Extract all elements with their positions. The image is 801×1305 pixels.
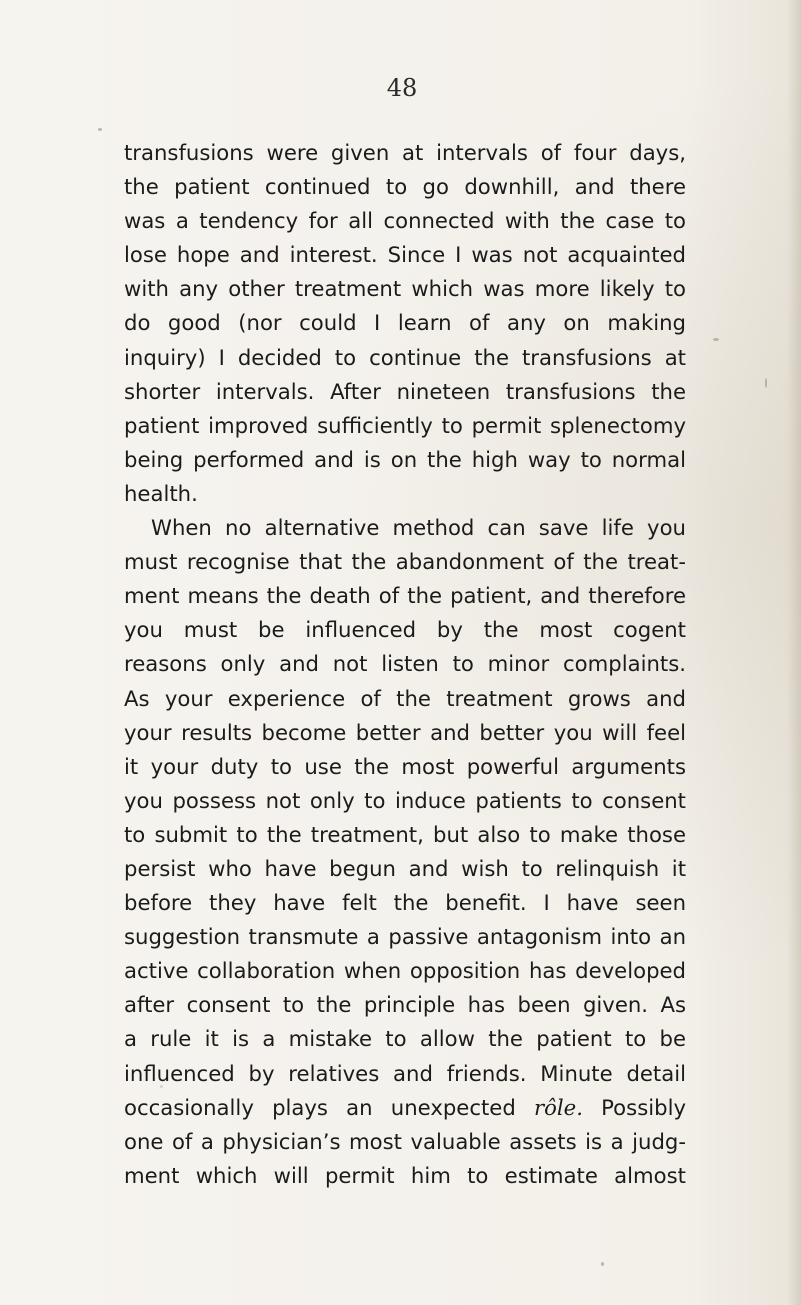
line-segment: occasionally plays an unexpected (124, 1094, 516, 1120)
text-line: patient improved sufficiently to permit splenectomy (124, 412, 686, 438)
paper-speck (160, 1085, 163, 1088)
text-line: being performed and is on the high way to normal (124, 446, 686, 472)
text-line: transfusions were given at intervals of four days, (124, 140, 686, 165)
text-line: reasons only and not listen to minor complaints. (124, 651, 686, 677)
text-line: inquiry) I decided to continue the transfusions at (124, 344, 686, 370)
text-line: must recognise that the abandonment of the treat- (124, 549, 686, 575)
text-line: ment which will permit him to estimate almost (124, 1162, 686, 1188)
text-line: influenced by relatives and friends. Minute detail (124, 1060, 686, 1086)
text-line: active collaboration when opposition has developed (124, 958, 686, 984)
paper-speck (765, 378, 767, 388)
text-line: your results become better and better you will feel (124, 719, 686, 745)
text-line: lose hope and interest. Since I was not acquainted (124, 242, 686, 268)
line-segment: Possibly (582, 1094, 686, 1120)
text-line: you must be influenced by the most cogent (124, 617, 686, 643)
text-line: persist who have begun and wish to relinquish it (124, 855, 686, 881)
italic-word: rôle. (534, 1094, 583, 1120)
text-line: suggestion transmute a passive antagonism into an (124, 924, 686, 950)
text-line: When no alternative method can save life you (151, 515, 686, 541)
text-line: before they have felt the benefit. I have seen (124, 890, 686, 916)
text-line-with-italic (124, 1091, 686, 1125)
text-line: do good (nor could I learn of any on making (124, 310, 686, 336)
page-number: 48 (386, 74, 418, 102)
text-line: was a tendency for all connected with the case to (124, 208, 686, 234)
text-line: the patient continued to go downhill, and there (124, 174, 686, 200)
text-line: after consent to the principle has been given. As (124, 992, 686, 1018)
text-line: a rule it is a mistake to allow the patient to be (124, 1026, 686, 1052)
text-line: one of a physician’s most valuable assets is a judg- (124, 1128, 686, 1154)
text-line: shorter intervals. After nineteen transfusions the (124, 378, 686, 404)
text-line: you possess not only to induce patients to consent (124, 787, 686, 813)
body-text (124, 136, 686, 1193)
paper-speck (601, 1262, 604, 1266)
page-edge-shadow (787, 0, 801, 1305)
text-line: health. (124, 480, 198, 506)
paper-speck (98, 128, 102, 131)
text-line: to submit to the treatment, but also to make those (124, 821, 686, 847)
text-line: As your experience of the treatment grows and (124, 685, 686, 711)
paper-speck (713, 338, 719, 341)
text-line: with any other treatment which was more likely to (124, 276, 686, 302)
text-line: ment means the death of the patient, and therefore (124, 583, 686, 609)
text-line: it your duty to use the most powerful arguments (124, 753, 686, 779)
